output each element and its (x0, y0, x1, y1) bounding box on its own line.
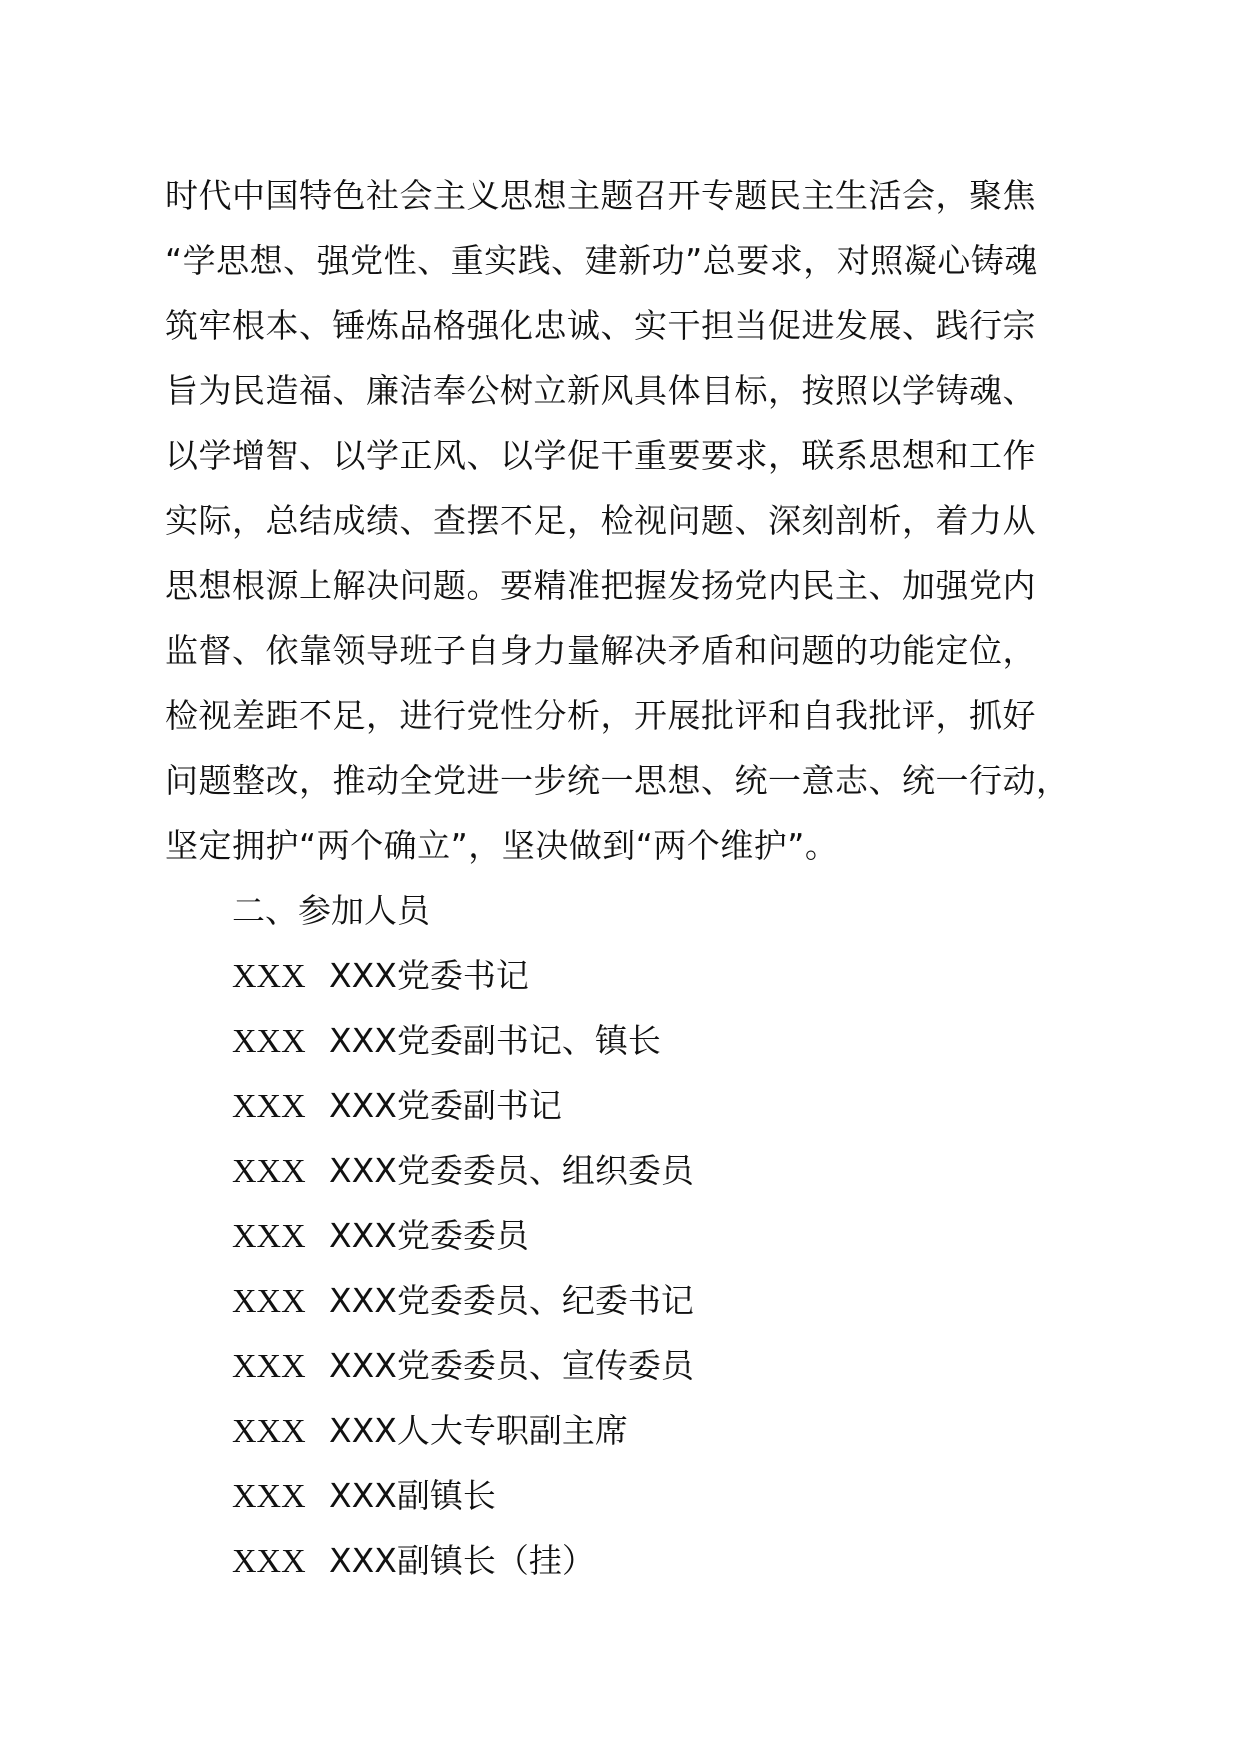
paragraph-line: “学思想、强党性、重实践、建新功”总要求，对照凝心铸魂 (165, 241, 1038, 280)
paragraph-line: 实际，总结成绩、查摆不足，检视问题、深刻剖析，着力从 (165, 501, 1036, 540)
attendee-item (165, 1073, 1115, 1138)
paragraph-line: 监督、依靠领导班子自身力量解决矛盾和问题的功能定位， (165, 631, 1036, 670)
attendee-name: XXX (232, 1153, 306, 1190)
paragraph-line: 坚定拥护“两个确立”，坚决做到“两个维护”。 (165, 826, 839, 865)
attendee-name: XXX (232, 1348, 306, 1385)
document-body (165, 163, 1115, 1593)
attendee-role: XXX人大专职副主席 (329, 1411, 628, 1450)
attendee-name: XXX (232, 1283, 306, 1320)
paragraph-line: 思想根源上解决问题。要精准把握发扬党内民主、加强党内 (165, 566, 1036, 605)
attendee-name: XXX (232, 1413, 306, 1450)
paragraph-line: 旨为民造福、廉洁奉公树立新风具体目标，按照以学铸魂、 (165, 371, 1036, 410)
attendee-role: XXX党委副书记 (329, 1086, 562, 1125)
attendee-role: XXX副镇长 (329, 1476, 496, 1515)
paragraph-line: 以学增智、以学正风、以学促干重要要求，联系思想和工作 (165, 436, 1036, 475)
attendee-role: XXX党委委员、纪委书记 (329, 1281, 694, 1320)
attendee-role: XXX党委委员、宣传委员 (329, 1346, 694, 1385)
attendee-role: XXX党委委员、组织委员 (329, 1151, 694, 1190)
attendee-name: XXX (232, 1023, 306, 1060)
attendee-item (165, 1333, 1115, 1398)
paragraph-line: 问题整改，推动全党进一步统一思想、统一意志、统一行动， (165, 761, 1070, 800)
attendee-role: XXX党委书记 (329, 956, 529, 995)
attendee-item (165, 943, 1115, 1008)
attendee-name: XXX (232, 1218, 306, 1255)
paragraph-line: 筑牢根本、锤炼品格强化忠诚、实干担当促进发展、践行宗 (165, 306, 1036, 345)
attendee-item (165, 1528, 1115, 1593)
attendee-role: XXX副镇长（挂） (329, 1541, 595, 1580)
paragraph-line: 时代中国特色社会主义思想主题召开专题民主生活会，聚焦 (165, 176, 1036, 215)
attendee-item (165, 1138, 1115, 1203)
attendee-item (165, 1463, 1115, 1528)
paragraph-line: 检视差距不足，进行党性分析，开展批评和自我批评，抓好 (165, 696, 1036, 735)
attendee-name: XXX (232, 1088, 306, 1125)
section-heading-attendees: 二、参加人员 (232, 891, 430, 930)
attendee-name: XXX (232, 1478, 306, 1515)
attendee-item (165, 1008, 1115, 1073)
attendee-role: XXX党委副书记、镇长 (329, 1021, 661, 1060)
attendee-item (165, 1268, 1115, 1333)
attendee-name: XXX (232, 958, 306, 995)
attendee-name: XXX (232, 1543, 306, 1580)
attendee-role: XXX党委委员 (329, 1216, 529, 1255)
attendee-item (165, 1398, 1115, 1463)
attendee-item (165, 1203, 1115, 1268)
